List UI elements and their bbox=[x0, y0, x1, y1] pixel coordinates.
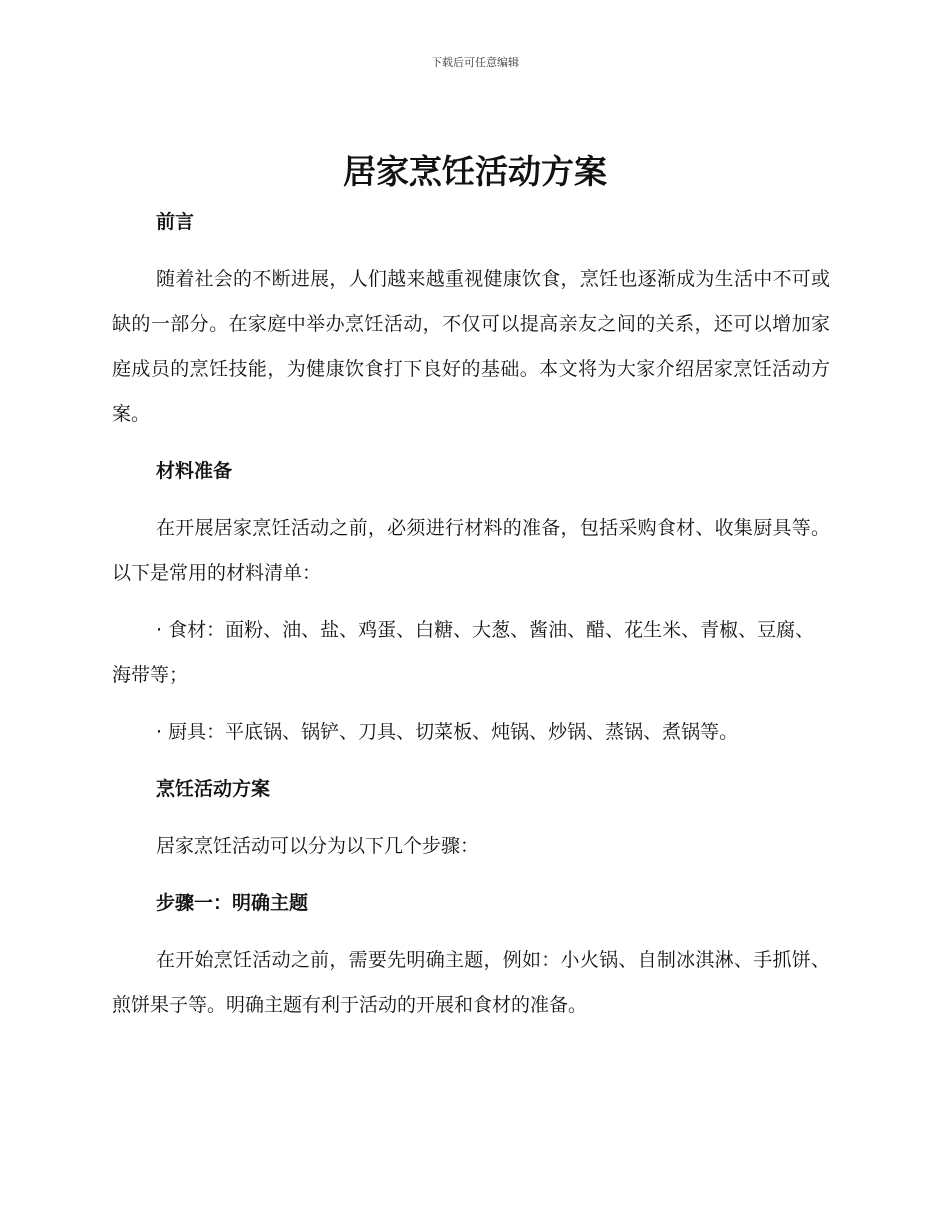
paragraph-preface: 随着社会的不断进展，人们越来越重视健康饮食，烹饪也逐渐成为生活中不可或缺的一部分。在家庭中举办烹饪活动，不仅可以提高亲友之间的关系，还可以增加家庭成员的烹饪技能，为健康饮食打下良好的基础。本文将为大家介绍居家烹饪活动方案。 bbox=[112, 268, 830, 425]
document-body bbox=[112, 200, 830, 1040]
paragraph-plan: 居家烹饪活动可以分为以下几个步骤： bbox=[156, 835, 480, 857]
section-heading-preface: 前言 bbox=[156, 211, 195, 233]
list-item-food: · 食材：面粉、油、盐、鸡蛋、白糖、大葱、酱油、醋、花生米、青椒、豆腐、海带等； bbox=[112, 619, 815, 686]
section-heading-step1: 步骤一：明确主题 bbox=[156, 892, 309, 914]
section-heading-plan: 烹饪活动方案 bbox=[156, 778, 271, 800]
paragraph-step1: 在开始烹饪活动之前，需要先明确主题，例如：小火锅、自制冰淇淋、手抓饼、煎饼果子等。明确主题有利于活动的开展和食材的准备。 bbox=[112, 949, 830, 1016]
page-header-note: 下载后可任意编辑 bbox=[431, 56, 519, 69]
list-item-tools: · 厨具：平底锅、锅铲、刀具、切菜板、炖锅、炒锅、蒸锅、煮锅等。 bbox=[156, 721, 739, 743]
paragraph-materials: 在开展居家烹饪活动之前，必须进行材料的准备，包括采购食材、收集厨具等。以下是常用的材料清单： bbox=[112, 517, 830, 584]
section-heading-materials: 材料准备 bbox=[156, 460, 233, 482]
document-title: 居家烹饪活动方案 bbox=[343, 152, 607, 191]
